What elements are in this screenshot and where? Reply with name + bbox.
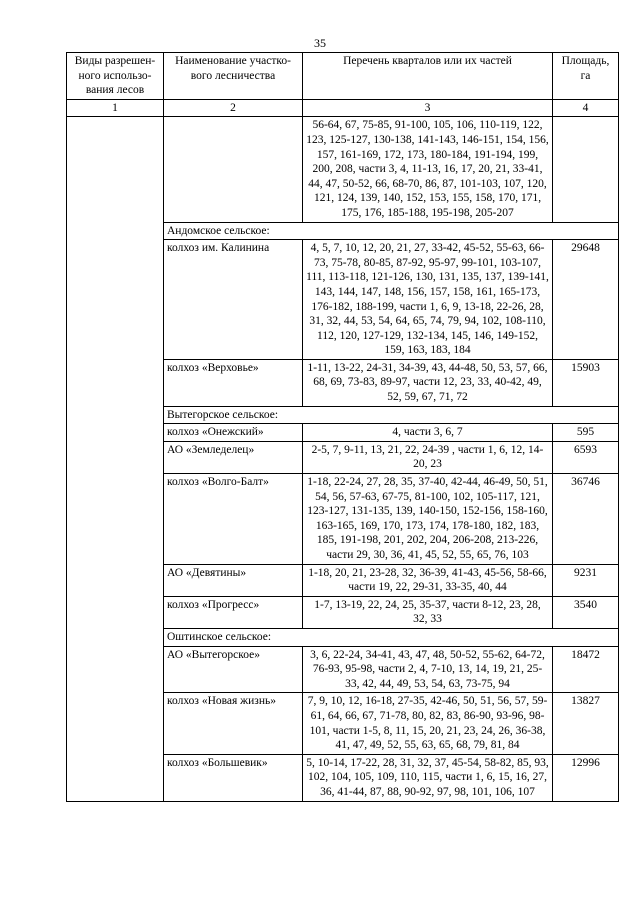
section-label: Вытегорское сельское: [164,406,619,424]
table-row [67,117,619,222]
quarters-cell: 4, 5, 7, 10, 12, 20, 21, 27, 33-42, 45-52, 55-63, 66-73, 75-78, 80-85, 87-92, 95-97, 99-101, 103-107, 111, 113-118, 121-126, 130, 131, 135, 137, 139-141, 143, 144, 147, 148, 156, 157, 158, 161, 165-173, 176-182, 188-199, части 1, 6, 9, 13-18, 22-26, 28, 31, 32, 44, 53, 54, 64, 65, 74, 79, 94, 102, 108-110, 112, 120, 127-129, 132-134, 145, 146, 149-152, 159, 163, 183, 184 [303,240,553,360]
column-number-row [67,99,619,117]
quarters-cell: 1-11, 13-22, 24-31, 34-39, 43, 44-48, 50, 53, 57, 66, 68, 69, 73-83, 89-97, части 12, 23, 33, 40-42, 49, 52, 59, 67, 71, 72 [303,359,553,406]
area-cell: 3540 [553,596,619,628]
area-cell: 595 [553,424,619,442]
area-cell: 15903 [553,359,619,406]
quarters-cell: 1-7, 13-19, 22, 24, 25, 35-37, части 8-12, 23, 28, 32, 33 [303,596,553,628]
area-cell: 36746 [553,474,619,565]
quarters-cell: 1-18, 22-24, 27, 28, 35, 37-40, 42-44, 46-49, 50, 51, 54, 56, 57-63, 67-75, 81-100, 102, 105-117, 121, 123-127, 131-135, 139, 140-150, 152-156, 158-160, 163-165, 169, 170, 173, 174, 178-180, 182, 183, 185, 191-198, 201, 202, 204, 206-208, 213-226, части 29, 30, 36, 41, 45, 52, 55, 65, 76, 103 [303,474,553,565]
quarters-cell: 3, 6, 22-24, 34-41, 43, 47, 48, 50-52, 55-62, 64-72, 76-93, 95-98, части 2, 4, 7-10, 13, 14, 19, 21, 25-33, 42, 44, 49, 53, 54, 63, 73-75, 94 [303,646,553,693]
area-cell: 13827 [553,693,619,754]
header-forestry-name: Наименование участко-вого лесничества [164,53,303,100]
forestry-name-cell: колхоз «Волго-Балт» [164,474,303,565]
area-cell: 18472 [553,646,619,693]
section-label: Оштинское сельское: [164,628,619,646]
forestry-name-cell: колхоз «Верховье» [164,359,303,406]
forestry-name-cell: АО «Девятины» [164,564,303,596]
forestry-name-cell [164,117,303,222]
forestry-name-cell: АО «Земледелец» [164,441,303,473]
quarters-cell: 5, 10-14, 17-22, 28, 31, 32, 37, 45-54, 58-82, 85, 93, 102, 104, 105, 109, 110, 115, части 1, 6, 15, 16, 27, 36, 41-44, 87, 88, 90-92, 97, 98, 101, 106, 107 [303,754,553,801]
section-label: Андомское сельское: [164,222,619,240]
forestry-name-cell: АО «Вытегорское» [164,646,303,693]
header-forest-use-types: Виды разрешен-ного использо-вания лесов [67,53,164,100]
page-number: 35 [314,36,326,50]
quarters-cell: 4, части 3, 6, 7 [303,424,553,442]
column-number-2: 2 [164,99,303,117]
area-cell: 12996 [553,754,619,801]
area-cell: 9231 [553,564,619,596]
forest-quarters-table [66,52,619,802]
forestry-name-cell: колхоз «Прогресс» [164,596,303,628]
column-number-4: 4 [553,99,619,117]
forestry-name-cell: колхоз «Большевик» [164,754,303,801]
column-number-3: 3 [303,99,553,117]
quarters-cell: 56-64, 67, 75-85, 91-100, 105, 106, 110-119, 122, 123, 125-127, 130-138, 141-143, 146-151, 154, 156, 157, 161-169, 172, 173, 180-184, 191-194, 199, 200, 208, части 3, 4, 11-13, 16, 17, 20, 21, 33-41, 44, 47, 50-52, 66, 68-70, 86, 87, 101-103, 107, 120, 121, 124, 139, 140, 152, 153, 155, 158, 170, 171, 175, 176, 185-188, 195-198, 205-207 [303,117,553,222]
forestry-name-cell: колхоз «Новая жизнь» [164,693,303,754]
forestry-name-cell: колхоз им. Калинина [164,240,303,360]
area-cell [553,117,619,222]
column-number-1: 1 [67,99,164,117]
quarters-cell: 1-18, 20, 21, 23-28, 32, 36-39, 41-43, 45-56, 58-66, части 19, 22, 29-31, 33-35, 40, 44 [303,564,553,596]
quarters-cell: 7, 9, 10, 12, 16-18, 27-35, 42-46, 50, 51, 56, 57, 59-61, 64, 66, 67, 71-78, 80, 82, 83, 86-90, 93-96, 98-101, части 1-5, 8, 11, 15, 20, 21, 23, 24, 26, 36-38, 41, 47, 49, 52, 55, 63, 65, 68, 79, 81, 84 [303,693,553,754]
header-row [67,53,619,100]
area-cell: 6593 [553,441,619,473]
forest-use-type-cell [67,117,164,801]
header-area: Площадь, га [553,53,619,100]
area-cell: 29648 [553,240,619,360]
header-quarters-list: Перечень кварталов или их частей [303,53,553,100]
quarters-cell: 2-5, 7, 9-11, 13, 21, 22, 24-39 , части 1, 6, 12, 14-20, 23 [303,441,553,473]
forestry-name-cell: колхоз «Онежский» [164,424,303,442]
